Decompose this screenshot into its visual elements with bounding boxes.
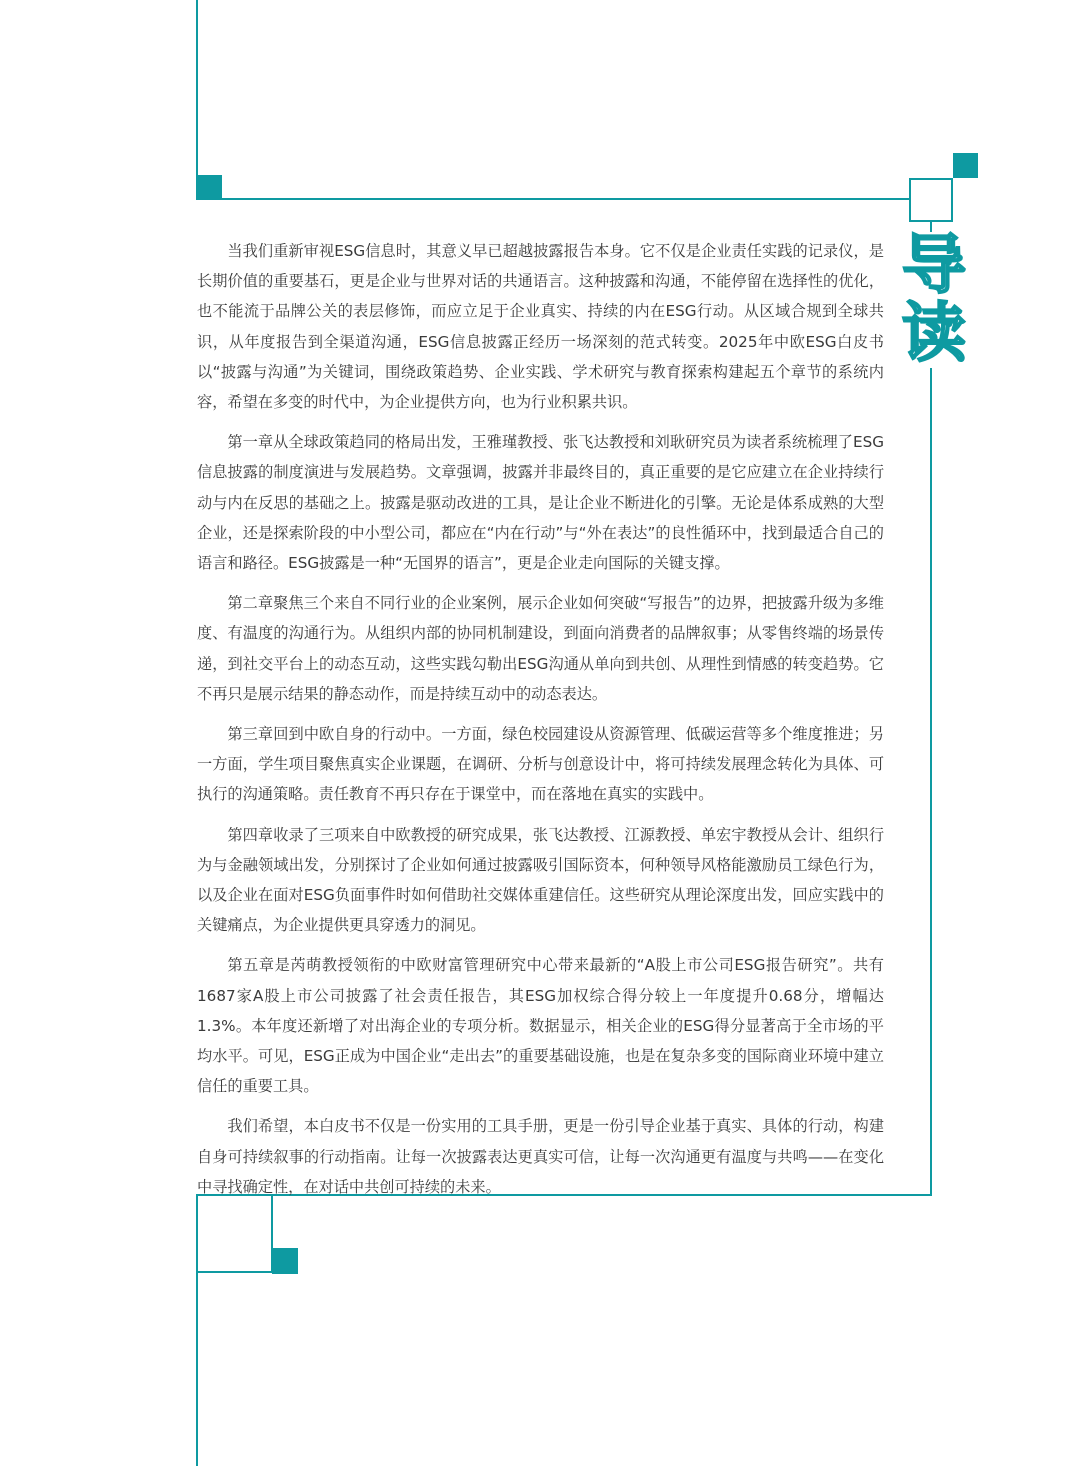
paragraph-closing: 我们希望，本白皮书不仅是一份实用的工具手册，更是一份引导企业基于真实、具体的行动，构建自身可持续叙事的行动指南。让每一次披露表达更真实可信，让每一次沟通更有温度与共鸣——在变化中寻找确定性，在对话中共创可持续的未来。 xyxy=(197,1117,884,1196)
section-title-char-2: 读 xyxy=(902,297,966,371)
accent-square-top-left xyxy=(198,175,222,199)
accent-outline-box-top-right xyxy=(909,178,953,222)
intro-body xyxy=(197,236,884,1212)
paragraph-chapter-2: 第二章聚焦三个来自不同行业的企业案例，展示企业如何突破“写报告”的边界，把披露升级为多维度、有温度的沟通行为。从组织内部的协同机制建设，到面向消费者的品牌叙事；从零售终端的场景传递，到社交平台上的动态互动，这些实践勾勒出ESG沟通从单向到共创、从理性到情感的转变趋势。它不再只是展示结果的静态动作，而是持续互动中的动态表达。 xyxy=(197,594,884,703)
accent-square-top-right xyxy=(953,153,978,178)
accent-square-bottom-left xyxy=(272,1248,298,1274)
paragraph-chapter-3: 第三章回到中欧自身的行动中。一方面，绿色校园建设从资源管理、低碳运营等多个维度推进；另一方面，学生项目聚焦真实企业课题，在调研、分析与创意设计中，将可持续发展理念转化为具体、可执行的沟通策略。责任教育不再只存在于课堂中，而在落地在真实的实践中。 xyxy=(197,725,884,804)
paragraph-chapter-5: 第五章是芮萌教授领衔的中欧财富管理研究中心带来最新的“A股上市公司ESG报告研究”。共有1687家A股上市公司披露了社会责任报告，其ESG加权综合得分较上一年度提升0.68分，增幅达1.3%。本年度还新增了对出海企业的专项分析。数据显示，相关企业的ESG得分显著高于全市场的平均水平。可见，ESG正成为中国企业“走出去”的重要基础设施，也是在复杂多变的国际商业环境中建立信任的重要工具。 xyxy=(197,956,884,1096)
paragraph-chapter-4: 第四章收录了三项来自中欧教授的研究成果，张飞达教授、江源教授、单宏宇教授从会计、组织行为与金融领域出发，分别探讨了企业如何通过披露吸引国际资本，何种领导风格能激励员工绿色行为，以及企业在面对ESG负面事件时如何借助社交媒体重建信任。这些研究从理论深度出发，回应实践中的关键痛点，为企业提供更具穿透力的洞见。 xyxy=(197,825,884,935)
frame-top-horizontal-line xyxy=(196,198,932,200)
frame-top-left-vertical-line xyxy=(196,0,198,200)
section-title xyxy=(898,229,970,371)
paragraph-intro: 当我们重新审视ESG信息时，其意义早已超越披露报告本身。它不仅是企业责任实践的记录仪，是长期价值的重要基石，更是企业与世界对话的共通语言。这种披露和沟通，不能停留在选择性的优化，也不能流于品牌公关的表层修饰，而应立足于企业真实、持续的内在ESG行动。从区域合规到全球共识，从年度报告到全渠道沟通，ESG信息披露正经历一场深刻的范式转变。2025年中欧ESG白皮书以“披露与沟通”为关键词，围绕政策趋势、企业实践、学术研究与教育探索构建起五个章节的系统内容，希望在多变的时代中，为企业提供方向，也为行业积累共识。 xyxy=(197,242,884,412)
paragraph-chapter-1: 第一章从全球政策趋同的格局出发，王雅瑾教授、张飞达教授和刘耿研究员为读者系统梳理了ESG信息披露的制度演进与发展趋势。文章强调，披露并非最终目的，真正重要的是它应建立在企业持续行动与内在反思的基础之上。披露是驱动改进的工具，是让企业不断进化的引擎。无论是体系成熟的大型企业，还是探索阶段的中小型公司，都应在“内在行动”与“外在表达”的良性循环中，找到最适合自己的语言和路径。ESG披露是一种“无国界的语言”，更是企业走向国际的关键支撑。 xyxy=(197,433,884,573)
section-title-char-1: 导 xyxy=(902,229,966,303)
